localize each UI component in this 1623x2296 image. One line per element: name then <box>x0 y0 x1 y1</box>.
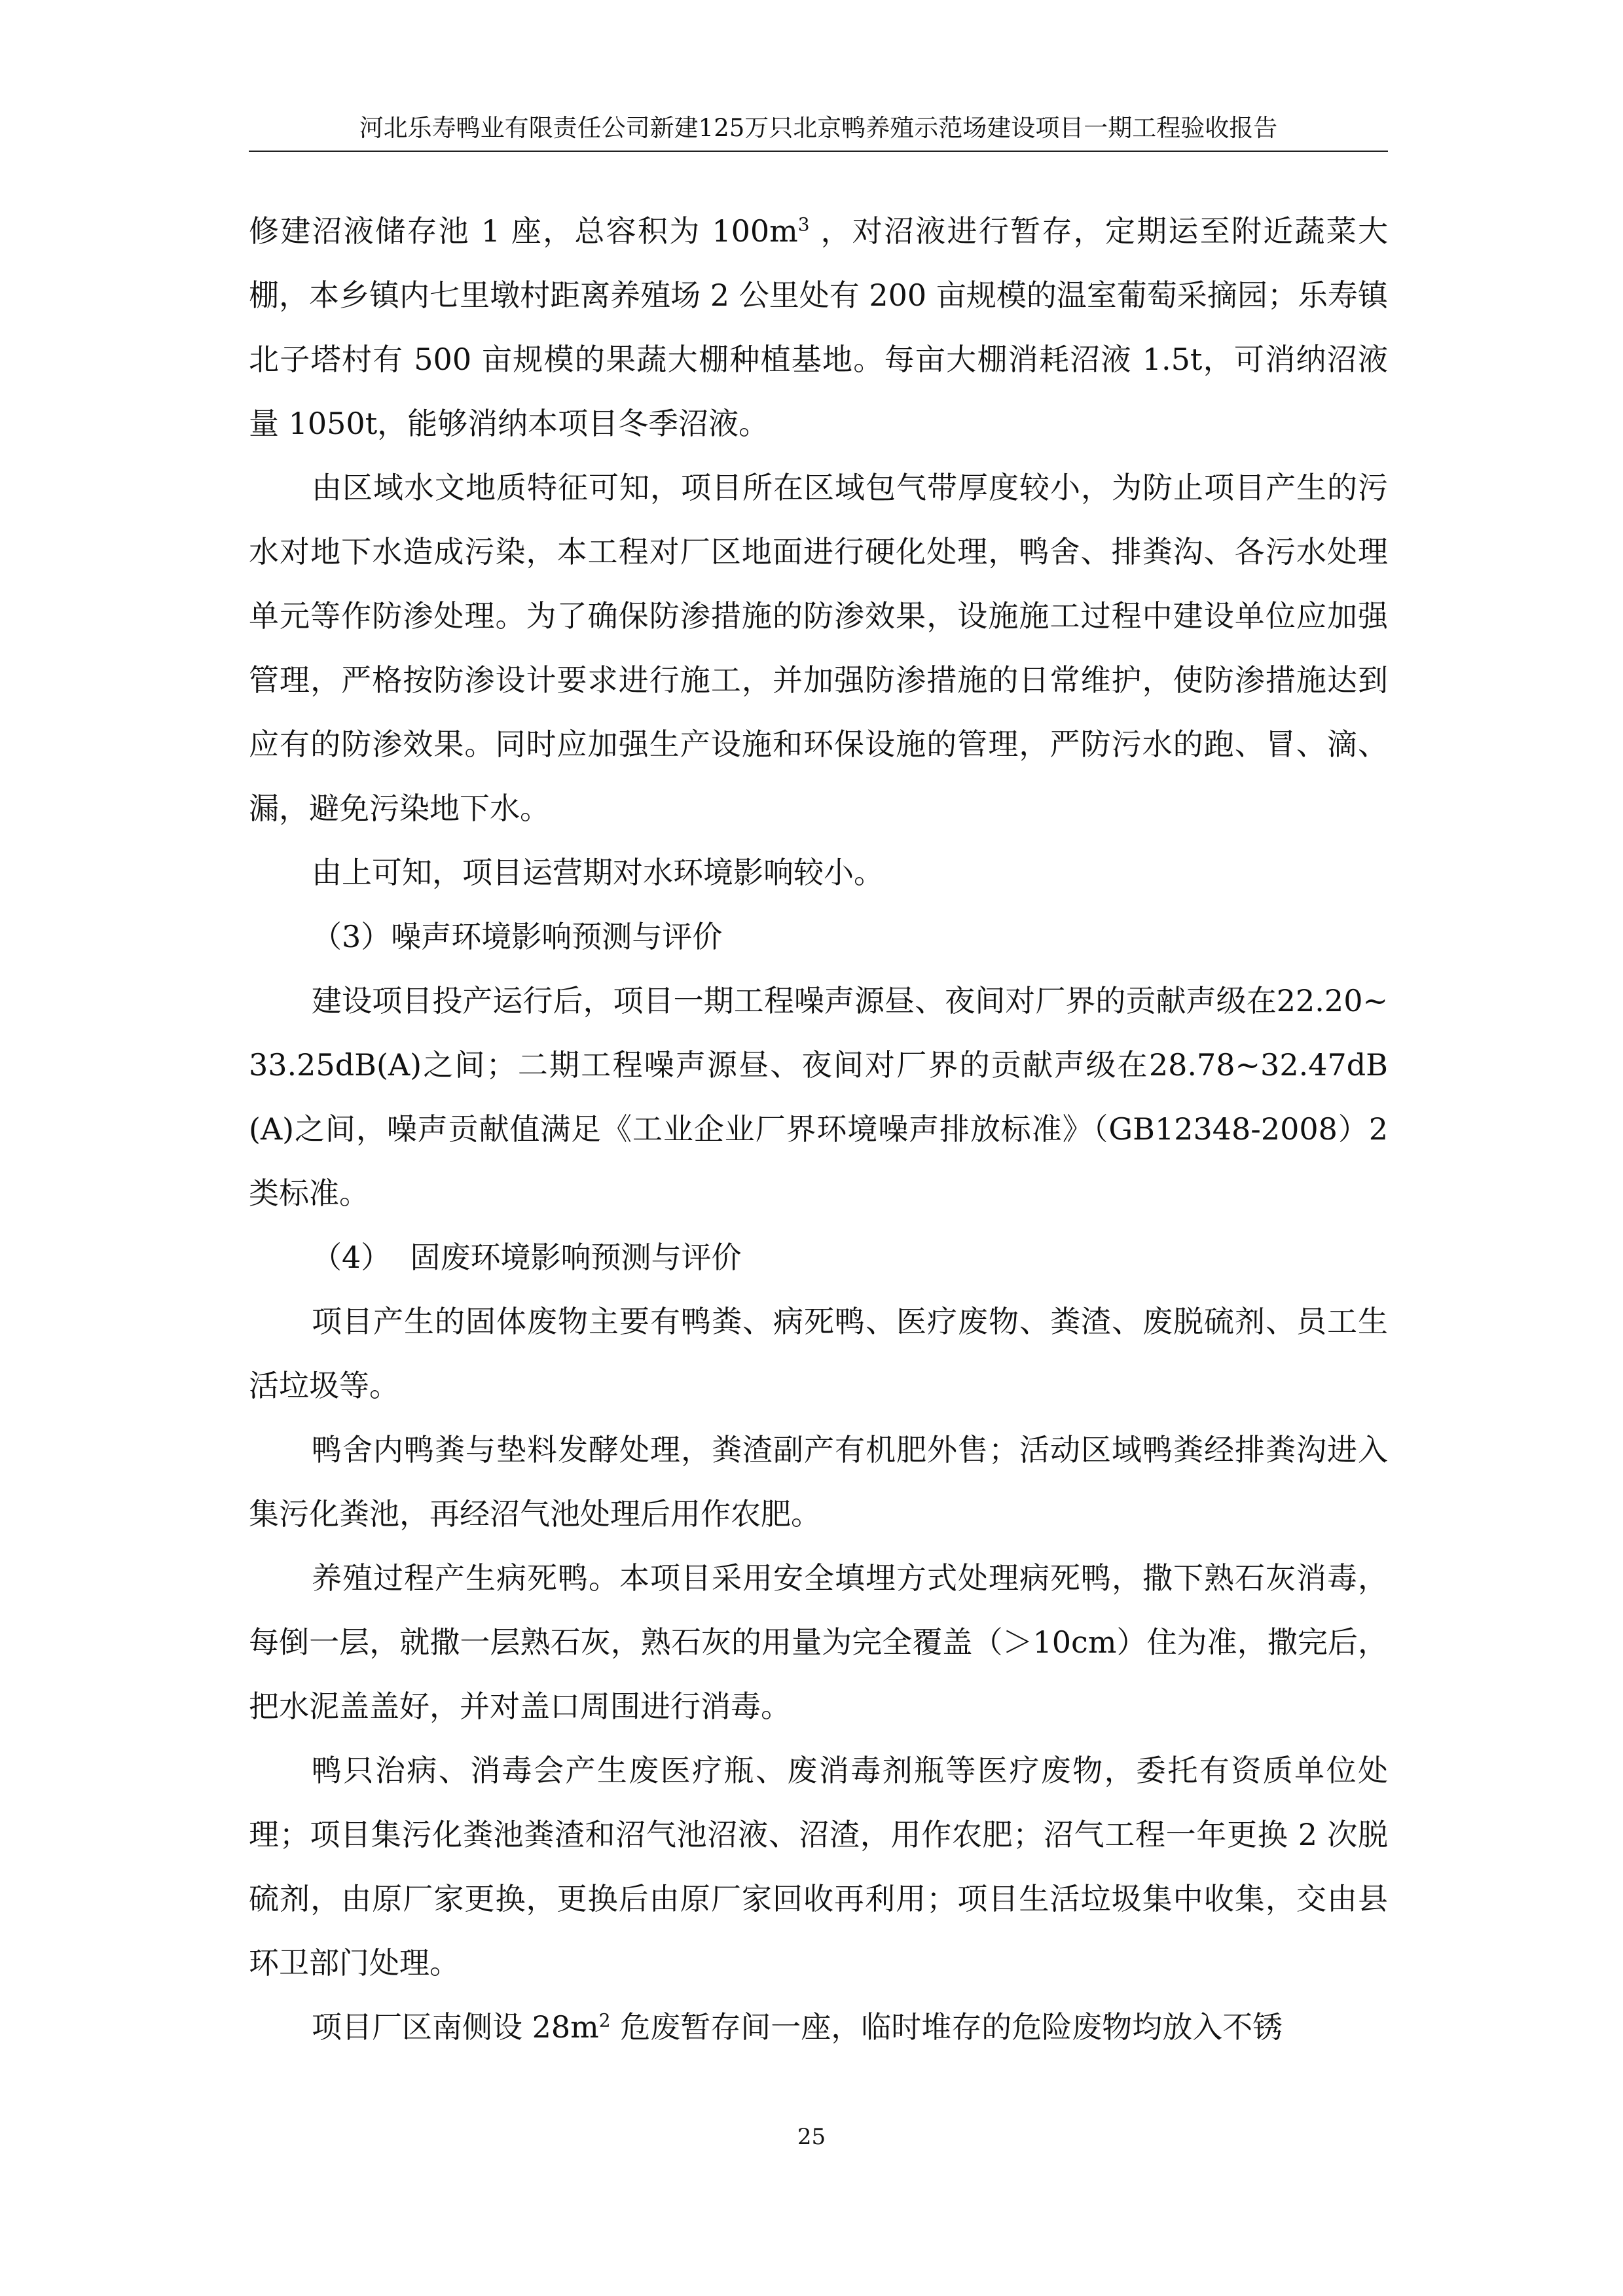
page-number: 25 <box>797 2124 826 2150</box>
paragraph-duck-manure: 鸭舍内鸭粪与垫料发酵处理，粪渣副产有机肥外售；活动区域鸭粪经排粪沟进入集污化粪池，再经沼气池处理后用作农肥。 <box>249 1432 1388 1532</box>
paragraph-text: 危废暂存间一座，临时堆存的危险废物均放入不锈 <box>610 2009 1283 2045</box>
paragraph-dead-ducks: 养殖过程产生病死鸭。本项目采用安全填埋方式处理病死鸭，撒下熟石灰消毒，每倒一层，就撒一层熟石灰，熟石灰的用量为完全覆盖（＞10cm）住为准，撒完后，把水泥盖盖好，并对盖口周围进行消毒。 <box>249 1560 1388 1724</box>
running-header: 河北乐寿鸭业有限责任公司新建125万只北京鸭养殖示范场建设项目一期工程验收报告 <box>359 114 1278 142</box>
section-heading-noise: （3）噪声环境影响预测与评价 <box>312 919 723 954</box>
paragraph-solid-waste-types: 项目产生的固体废物主要有鸭粪、病死鸭、医疗废物、粪渣、废脱硫剂、员工生活垃圾等。 <box>249 1304 1388 1403</box>
paragraph-text: 修建沼液储存池 1 座，总容积为 100m <box>249 213 798 249</box>
paragraph-water-conclusion: 由上可知，项目运营期对水环境影响较小。 <box>312 855 884 890</box>
header-rule <box>249 151 1388 152</box>
paragraph-text: 项目厂区南侧设 28m <box>312 2009 599 2045</box>
document-body <box>249 199 1388 2059</box>
superscript: 3 <box>797 213 810 236</box>
superscript: 2 <box>598 2009 611 2032</box>
section-heading-solid-waste: （4） 固废环境影响预测与评价 <box>312 1240 742 1275</box>
paragraph-biogas-storage <box>249 199 1388 456</box>
paragraph-hazardous-storage <box>249 1995 1388 2059</box>
paragraph-groundwater: 由区域水文地质特征可知，项目所在区域包气带厚度较小，为防止项目产生的污水对地下水造成污染，本工程对厂区地面进行硬化处理，鸭舍、排粪沟、各污水处理单元等作防渗处理。为了确保防渗措施的防渗效果，设施施工过程中建设单位应加强管理，严格按防渗设计要求进行施工，并加强防渗措施的日常维护，使防渗措施达到应有的防渗效果。同时应加强生产设施和环保设施的管理，严防污水的跑、冒、滴、漏，避免污染地下水。 <box>249 470 1388 826</box>
paragraph-medical-waste: 鸭只治病、消毒会产生废医疗瓶、废消毒剂瓶等医疗废物，委托有资质单位处理；项目集污化粪池粪渣和沼气池沼液、沼渣，用作农肥；沼气工程一年更换 2 次脱硫剂，由原厂家更换，更换后由原厂家回收再利用；项目生活垃圾集中收集，交由县环卫部门处理。 <box>249 1753 1388 1981</box>
paragraph-noise: 建设项目投产运行后，项目一期工程噪声源昼、夜间对厂界的贡献声级在22.20~33.25dB(A)之间；二期工程噪声源昼、夜间对厂界的贡献声级在28.78~32.47dB(A)之间，噪声贡献值满足《工业企业厂界环境噪声排放标准》（GB12348-2008）2 类标准。 <box>249 983 1388 1211</box>
paragraph-text: ，对沼液进行暂存，定期运至附近蔬菜大棚，本乡镇内七里墩村距离养殖场 2 公里处有 200 亩规模的温室葡萄采摘园；乐寿镇北子塔村有 500 亩规模的果蔬大棚种植基地。每亩大棚消耗沼液 1.5t，可消纳沼液量 1050t，能够消纳本项目冬季沼液。 <box>249 213 1388 441</box>
